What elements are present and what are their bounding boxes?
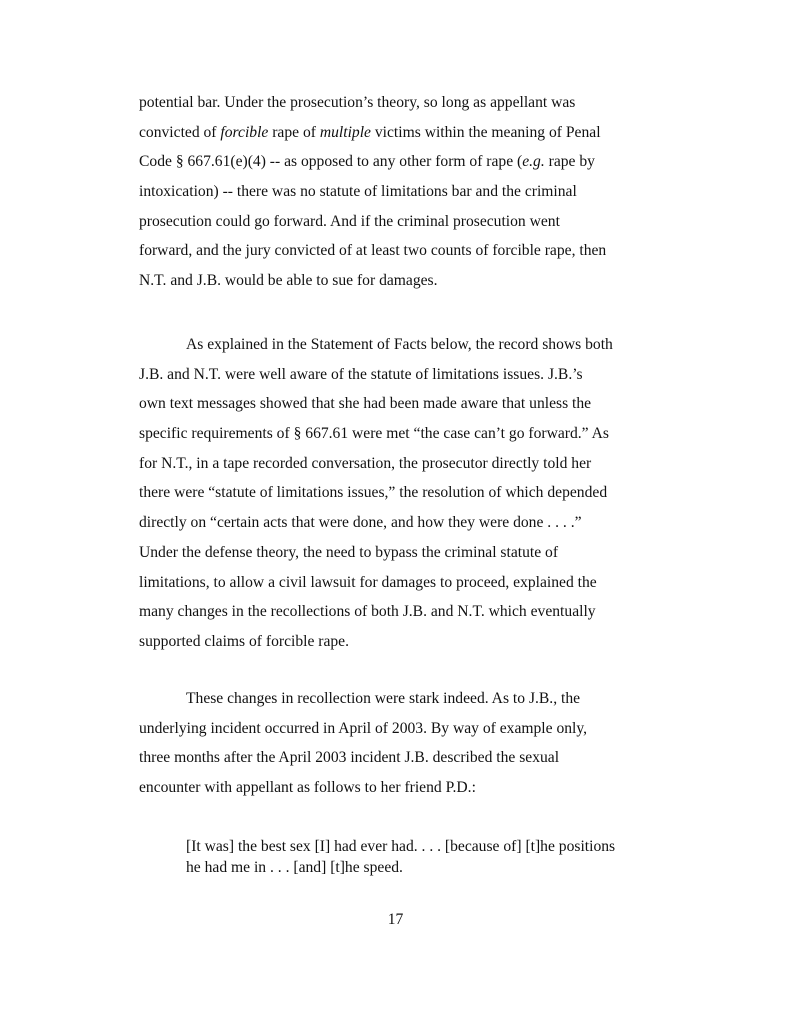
emphasis-forcible: forcible — [220, 123, 269, 141]
text-run: As explained in the Statement of Facts below, the record shows both — [186, 336, 613, 353]
paragraph-line: limitations, to allow a civil lawsuit for damages to proceed, explained the — [139, 573, 597, 591]
paragraph-line — [139, 330, 659, 360]
paragraph-1 — [139, 88, 659, 296]
text-run: rape of — [268, 123, 320, 141]
paragraph-line — [139, 147, 659, 177]
paragraph-line: J.B. and N.T. were well aware of the statute of limitations issues. J.B.’s — [139, 365, 583, 383]
paragraph-line: own text messages showed that she had been made aware that unless the — [139, 395, 592, 413]
paragraph-line: potential bar. Under the prosecution’s theory, so long as appellant was — [139, 94, 576, 111]
block-quote — [186, 836, 666, 878]
paragraph-line: supported claims of forcible rape. — [139, 632, 350, 650]
text-run: convicted of — [139, 123, 221, 141]
block-quote-line: [It was] the best sex [I] had ever had. . . . [because of] [t]he positions — [186, 838, 616, 855]
paragraph-line — [139, 684, 659, 714]
paragraph-line: there were “statute of limitations issues,” the resolution of which depended — [139, 484, 608, 502]
paragraph-3 — [139, 684, 659, 803]
paragraph-line — [139, 118, 659, 148]
paragraph-line: encounter with appellant as follows to her friend P.D.: — [139, 779, 476, 797]
paragraph-line: intoxication) -- there was no statute of limitations bar and the criminal — [139, 183, 577, 201]
paragraph-line: specific requirements of § 667.61 were met “the case can’t go forward.” As — [139, 425, 609, 443]
text-run: victims within the meaning of Penal — [370, 123, 601, 141]
paragraph-line: three months after the April 2003 incident J.B. described the sexual — [139, 749, 560, 767]
paragraph-line: N.T. and J.B. would be able to sue for damages. — [139, 272, 438, 290]
paragraph-line: underlying incident occurred in April of 2003. By way of example only, — [139, 719, 588, 737]
block-quote-line: he had me in . . . [and] [t]he speed. — [186, 859, 403, 876]
text-run: rape by — [544, 153, 595, 171]
emphasis-multiple: multiple — [319, 123, 371, 141]
text-run: Code § 667.61(e)(4) -- as opposed to any other form of rape ( — [139, 153, 523, 171]
emphasis-eg: e.g. — [522, 153, 545, 171]
paragraph-line: many changes in the recollections of both J.B. and N.T. which eventually — [139, 603, 596, 621]
paragraph-2 — [139, 330, 659, 657]
paragraph-line: Under the defense theory, the need to bypass the criminal statute of — [139, 543, 559, 561]
paragraph-line: for N.T., in a tape recorded conversation, the prosecutor directly told her — [139, 454, 592, 472]
paragraph-line: prosecution could go forward. And if the criminal prosecution went — [139, 212, 560, 230]
paragraph-line: directly on “certain acts that were done, and how they were done . . . .” — [139, 514, 582, 532]
paragraph-line: forward, and the jury convicted of at least two counts of forcible rape, then — [139, 242, 607, 260]
page-number: 17 — [387, 911, 404, 928]
text-run: These changes in recollection were stark indeed. As to J.B., the — [186, 690, 581, 707]
